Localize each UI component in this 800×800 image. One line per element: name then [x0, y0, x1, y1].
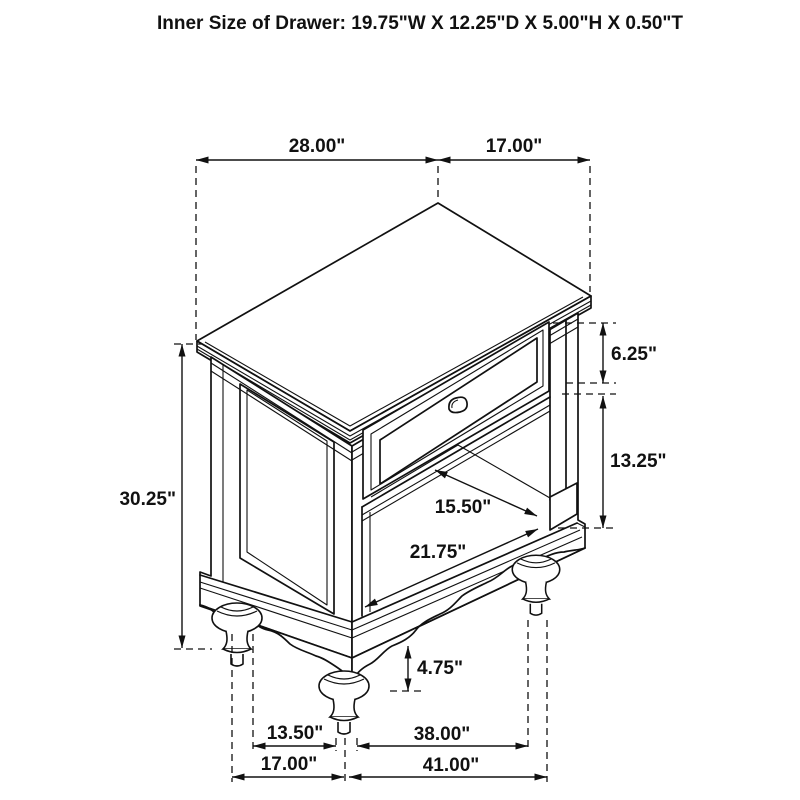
dim-label-feet-right: 38.00" [413, 724, 471, 745]
page-title: Inner Size of Drawer: 19.75"W X 12.25"D X 5.00"H X 0.50"T [156, 13, 684, 34]
dim-label-shelf-depth: 15.50" [434, 497, 492, 518]
dim-label-top-right: 17.00" [485, 136, 543, 157]
dim-label-shelf-width: 21.75" [409, 542, 467, 563]
dim-label-leg-height: 4.75" [417, 658, 463, 679]
left-leg [212, 603, 262, 666]
dim-label-base-left: 17.00" [260, 754, 318, 775]
front-leg [319, 671, 369, 734]
dim-label-top-left: 28.00" [288, 136, 346, 157]
dim-label-overall-height: 30.25" [119, 489, 176, 510]
dim-label-feet-left: 13.50" [266, 723, 324, 744]
nightstand-drawing [197, 203, 591, 734]
right-leg [512, 555, 560, 615]
dim-label-opening-height: 13.25" [610, 451, 667, 472]
dim-label-drawer-height: 6.25" [611, 344, 657, 365]
dim-label-base-right: 41.00" [422, 755, 480, 776]
